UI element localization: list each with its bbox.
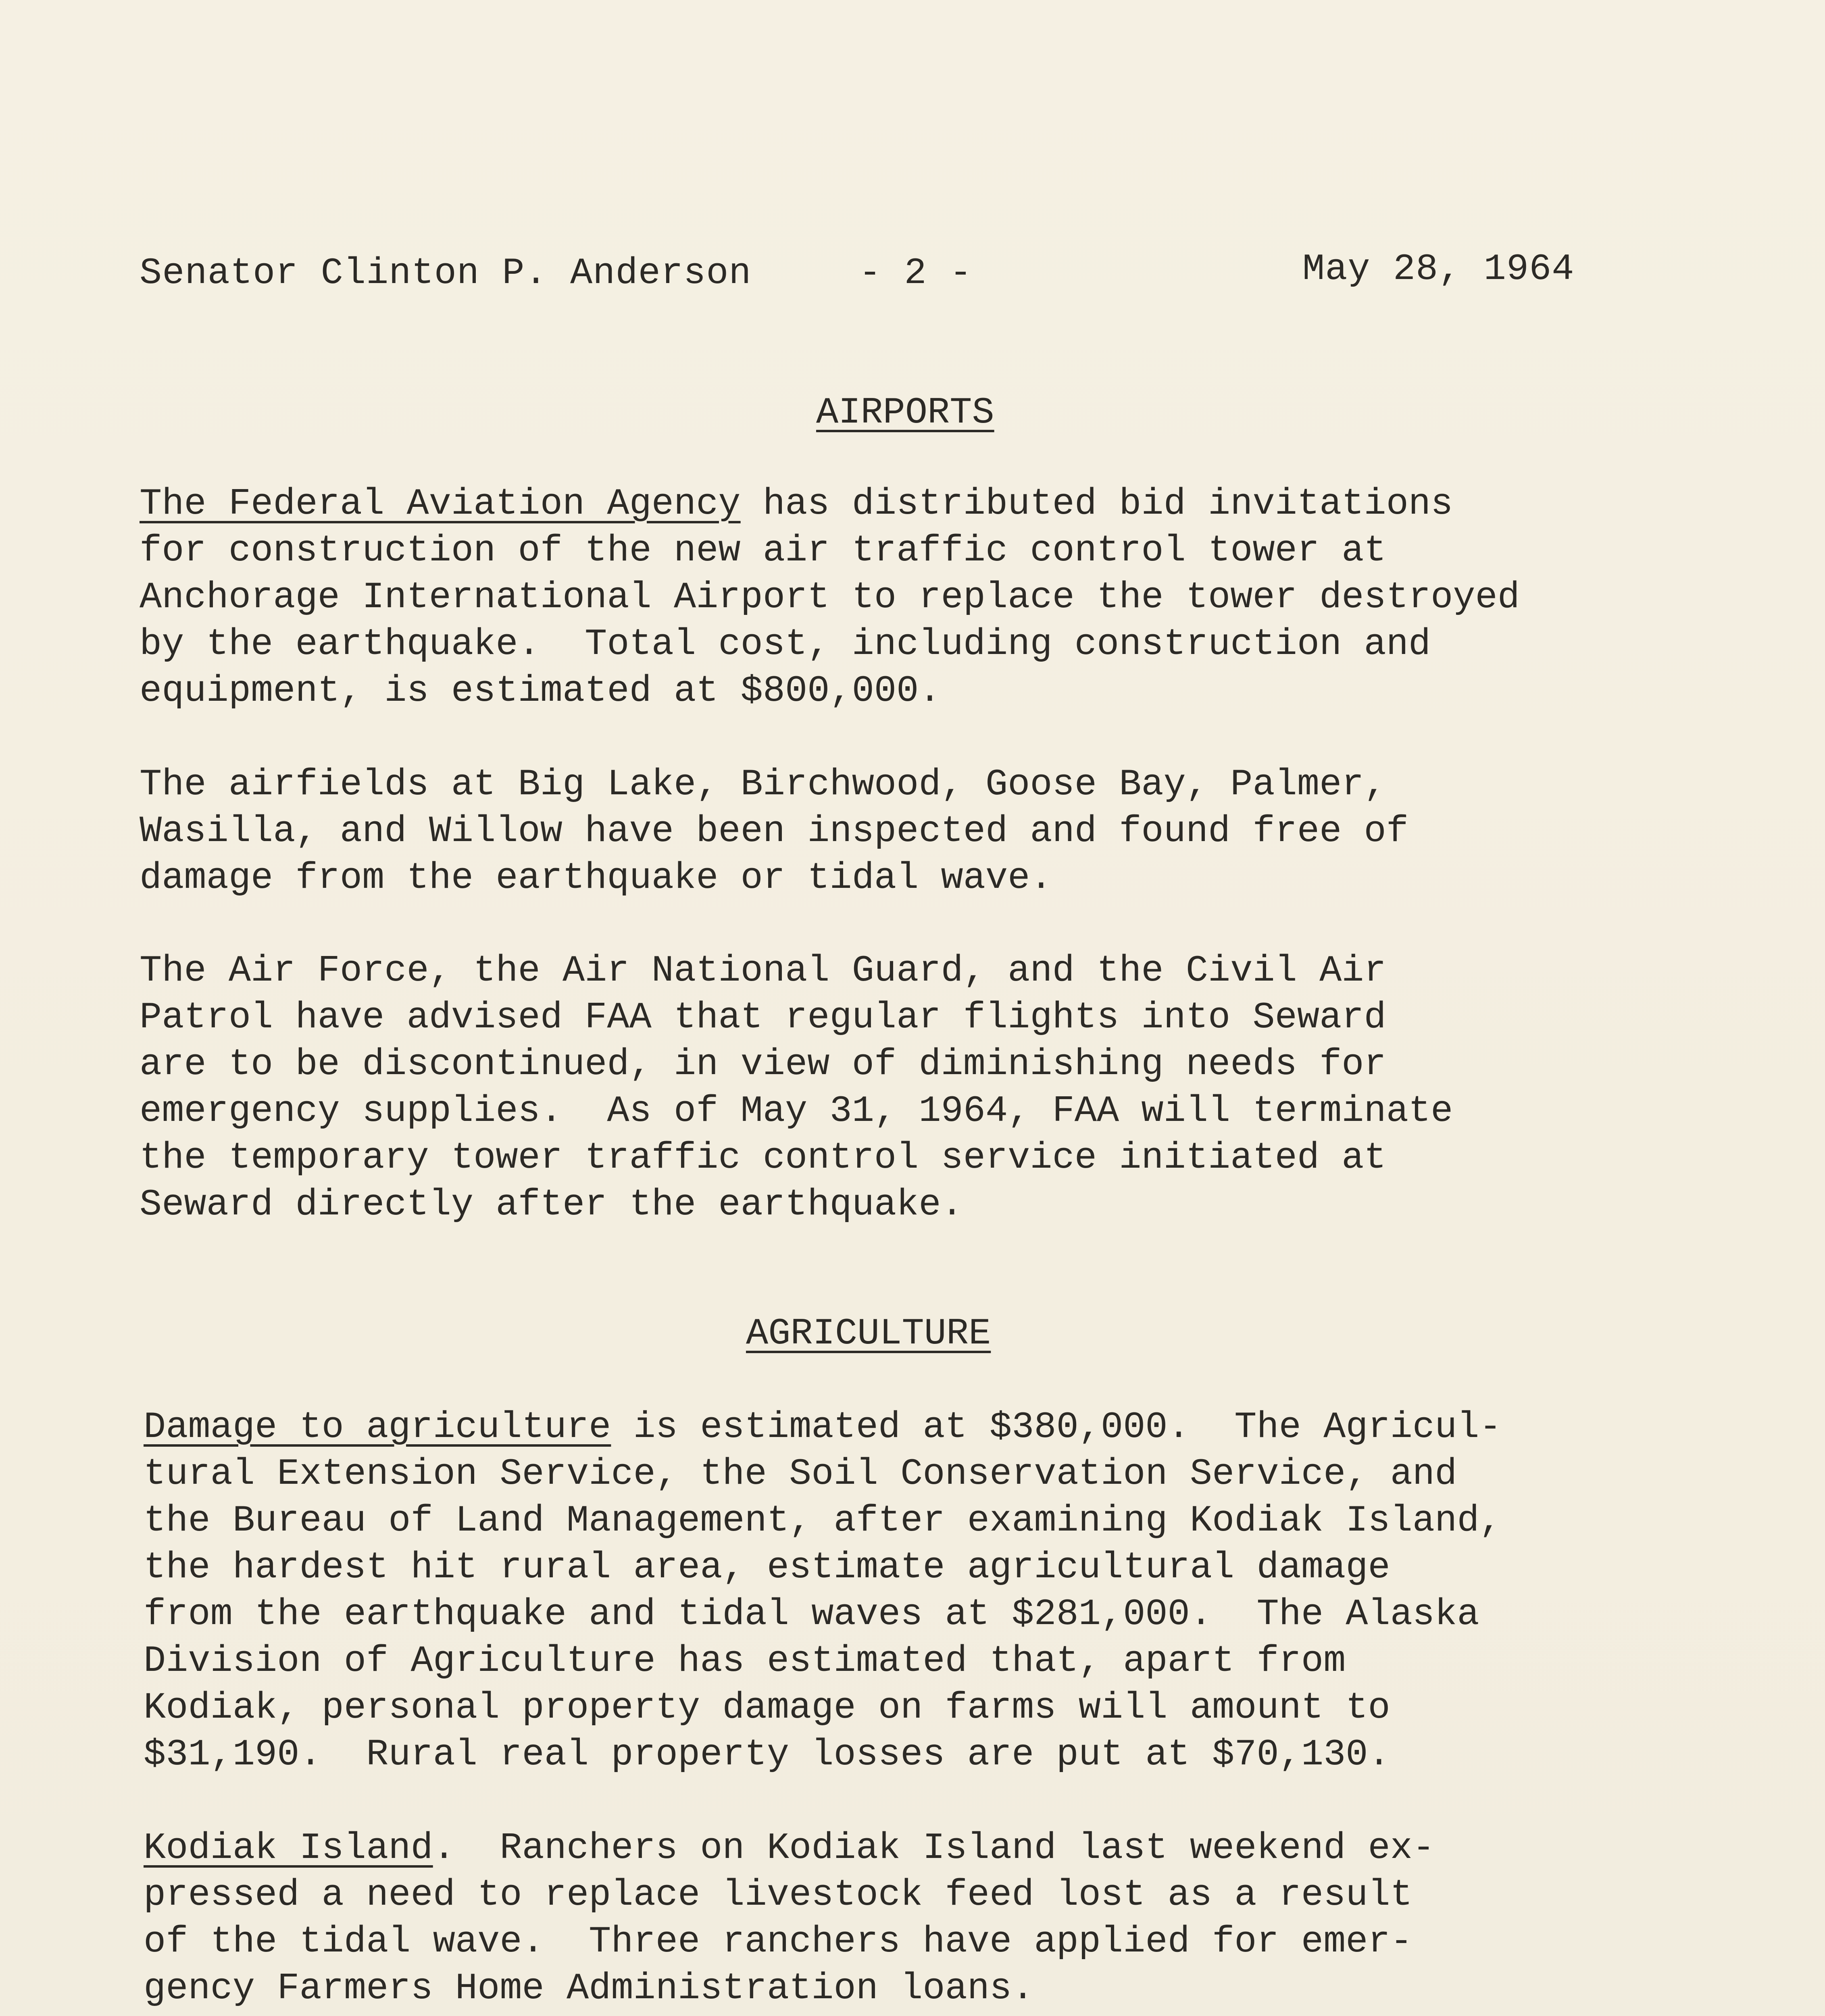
underlined-lead: Kodiak Island [144,1827,433,1869]
paragraph-line: Patrol have advised FAA that regular flights into Seward [140,996,1386,1039]
paragraph-line: Wasilla, and Willow have been inspected and found free of [140,810,1408,852]
paragraph-line: Seward directly after the earthquake. [140,1183,963,1226]
paragraph-line [144,1825,1435,1872]
underlined-lead: The Federal Aviation Agency [140,483,741,525]
page-number: - 2 - [859,252,973,294]
paragraph-line: gency Farmers Home Administration loans. [144,1967,1034,2010]
paragraph-line [144,1404,1502,1451]
paragraph-line: equipment, is estimated at $800,000. [140,670,941,712]
airports-paragraph-3 [140,948,1453,1228]
paragraph-line: the hardest hit rural area, estimate agricultural damage [144,1546,1390,1589]
paragraph-line: $31,190. Rural real property losses are put at $70,130. [144,1733,1390,1776]
paragraph-line: tural Extension Service, the Soil Conservation Service, and [144,1453,1457,1495]
paragraph-line: of the tidal wave. Three ranchers have applied for emer- [144,1920,1412,1963]
agriculture-paragraph-2 [144,1825,1435,2012]
header-date: May 28, 1964 [1302,248,1575,290]
line-text: . Ranchers on Kodiak Island last weekend ex- [433,1827,1435,1869]
paragraph-line: for construction of the new air traffic control tower at [140,529,1386,572]
airports-paragraph-2 [140,761,1408,902]
paragraph-line: The airfields at Big Lake, Birchwood, Goose Bay, Palmer, [140,763,1386,806]
line-text: has distributed bid invitations [740,483,1453,525]
paragraph-line: pressed a need to replace livestock feed lost as a result [144,1874,1412,1916]
paragraph-line: the Bureau of Land Management, after examining Kodiak Island, [144,1500,1502,1542]
paragraph-line [140,481,1520,527]
section-heading-airports: AIRPORTS [816,392,994,434]
paragraph-line: by the earthquake. Total cost, including construction and [140,623,1431,665]
header-recipient: Senator Clinton P. Anderson [140,252,752,294]
paragraph-line: damage from the earthquake or tidal wave. [140,857,1052,899]
paragraph-line: are to be discontinued, in view of diminishing needs for [140,1043,1386,1085]
paragraph-line: The Air Force, the Air National Guard, and the Civil Air [140,950,1386,992]
line-text: is estimated at $380,000. The Agricul- [611,1406,1502,1448]
paragraph-line: the temporary tower traffic control service initiated at [140,1137,1386,1179]
paragraph-line: Division of Agriculture has estimated that, apart from [144,1640,1346,1682]
underlined-lead: Damage to agriculture [144,1406,611,1448]
paragraph-line: emergency supplies. As of May 31, 1964, FAA will terminate [140,1090,1453,1132]
section-heading-agriculture: AGRICULTURE [746,1312,991,1355]
airports-paragraph-1 [140,481,1520,714]
agriculture-paragraph-1 [144,1404,1502,1778]
paragraph-line: from the earthquake and tidal waves at $281,000. The Alaska [144,1593,1479,1635]
paragraph-line: Anchorage International Airport to replace the tower destroyed [140,576,1520,619]
paragraph-line: Kodiak, personal property damage on farms will amount to [144,1687,1390,1729]
